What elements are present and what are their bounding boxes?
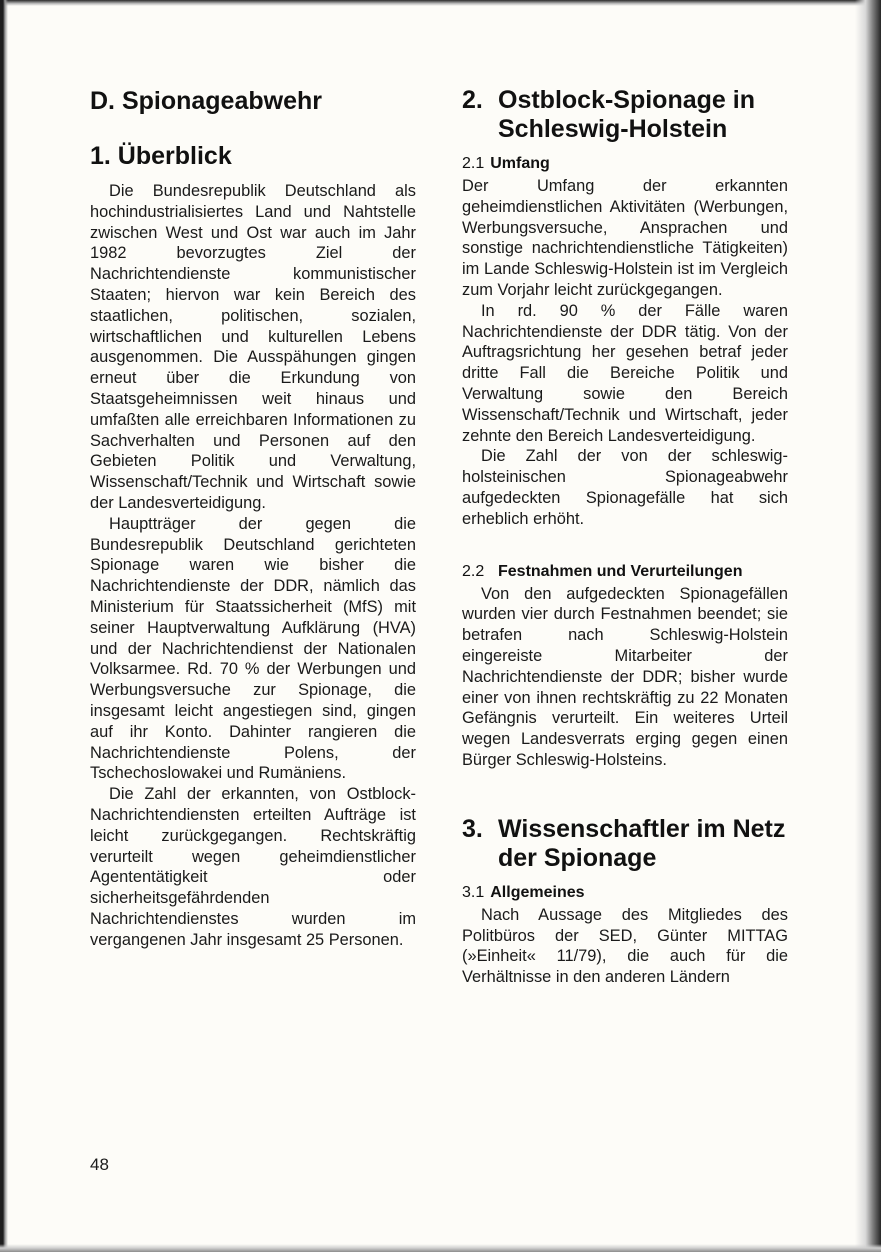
scope-paragraph-2: In rd. 90 % der Fälle waren Nachrichtendienste der DDR tätig. Von der Auftragsrichtung her gesehen betraf jeder dritte Fall die Bereiche Politik und Verwaltung sowie den Bereich Wissenschaft/Technik und Wirtschaft, jeder zehnte den Bereich Landesverteidigung. <box>462 301 788 445</box>
section-2-title: Ostblock-Spionage in Schleswig-Holstein <box>498 86 755 143</box>
subsection-2-2-heading <box>462 560 788 584</box>
right-column <box>462 86 788 988</box>
section-title: D. Spionageabwehr <box>90 87 322 115</box>
arrests-paragraph: Von den aufgedeckten Spionagefällen wurden vier durch Festnahmen beendet; sie betrafen nach Schleswig-Holstein eingereiste Mitarbeiter der Nachrichtendienste der DDR; bisher wurde einer von ihnen rechtskräftig zu 22 Monaten Gefängnis verurteilt. Ein weiteres Urteil wegen Landesverrats erging gegen einen Bürger Schleswig-Holsteins. <box>462 584 788 769</box>
subsection-2-1-title: Umfang <box>490 155 550 172</box>
subsection-2-2-number: 2.2 <box>462 562 485 580</box>
overview-paragraph-3: Die Zahl der erkannten, von Ostblock-Nachrichtendiensten erteilten Aufträge ist leicht zurückgegangen. Rechtskräftig verurteilt wegen geheimdienstlicher Agententätigkeit oder sicherheitsgefährdenden Nachrichtendienstes wurden im vergangenen Jahr insgesamt 25 Personen. <box>90 785 416 949</box>
scan-edge-right <box>855 0 881 1252</box>
overview-paragraph-2: Hauptträger der gegen die Bundesrepublik Deutschland gerichteten Spionage waren wie bisher die Nachrichtendienste der DDR, nämlich das Ministerium für Staatssicherheit (MfS) mit seiner Hauptverwaltung Aufklärung (HVA) und der Nachrichtendienst der Nationalen Volksarmee. Rd. 70 % der Werbungen und Werbungsversuche zur Spionage, die insgesamt leicht angestiegen sind, gingen auf ihr Konto. Dahinter rangieren die Nachrichtendienste Polens, der Tschechoslowakei und Rumäniens. <box>90 514 416 783</box>
general-paragraph: Nach Aussage des Mitgliedes des Politbüros der SED, Günter MITTAG (»Einheit« 11/79), die auch für die Verhältnisse in den anderen Ländern <box>462 905 788 987</box>
scope-paragraph-3: Die Zahl der von der schleswig-holsteinischen Spionageabwehr aufgedeckten Spionagefälle hat sich erheblich erhöht. <box>462 447 788 528</box>
subsection-2-1-heading <box>462 152 788 176</box>
section-3-heading <box>462 815 788 873</box>
section-2-number: 2. <box>462 86 483 114</box>
section-3-number: 3. <box>462 814 483 843</box>
subsection-2-2-title: Festnahmen und Verurteilungen <box>498 562 743 580</box>
scan-edge-left <box>0 0 8 1252</box>
subsection-3-1-heading <box>462 881 788 905</box>
overview-paragraph-1: Die Bundesrepublik Deutschland als hochindustrialisiertes Land und Nahtstelle zwischen West und Ost war auch im Jahr 1982 bevorzugtes Ziel der Nachrichtendienste kommunistischer Staaten; hiervon war kein Bereich des staatlichen, politischen, sozialen, wirtschaftlichen und kulturellen Lebens ausgenommen. Die Ausspähungen gingen erneut über die Erkundung von Staatsgeheimnissen weit hinaus und umfaßten alle erreichbaren Informationen zu Sachverhalten und Personen auf den Gebieten Politik und Verwaltung, Wissenschaft/Technik und Wirtschaft sowie der Landesverteidigung. <box>90 182 416 512</box>
subsection-2-1-number: 2.1 <box>462 155 485 172</box>
section-3-title: Wissenschaftler im Netz der Spionage <box>498 814 786 872</box>
scope-paragraph-1: Der Umfang der erkannten geheimdienstlichen Aktivitäten (Werbungen, Werbungsversuche, Ansprachen und sonstige nachrichtendienstliche Tätigkeiten) im Lande Schleswig-Holstein ist im Vergleich zum Vorjahr leicht zurückgegangen. <box>462 177 788 299</box>
scan-edge-bottom <box>0 1244 881 1252</box>
section-2-heading <box>462 86 788 144</box>
subsection-3-1-title: Allgemeines <box>490 883 585 901</box>
scan-edge-top <box>0 0 881 6</box>
page-number: 48 <box>90 1155 109 1174</box>
left-column <box>90 86 416 950</box>
overview-heading: 1. Überblick <box>90 142 232 170</box>
subsection-3-1-number: 3.1 <box>462 883 485 901</box>
